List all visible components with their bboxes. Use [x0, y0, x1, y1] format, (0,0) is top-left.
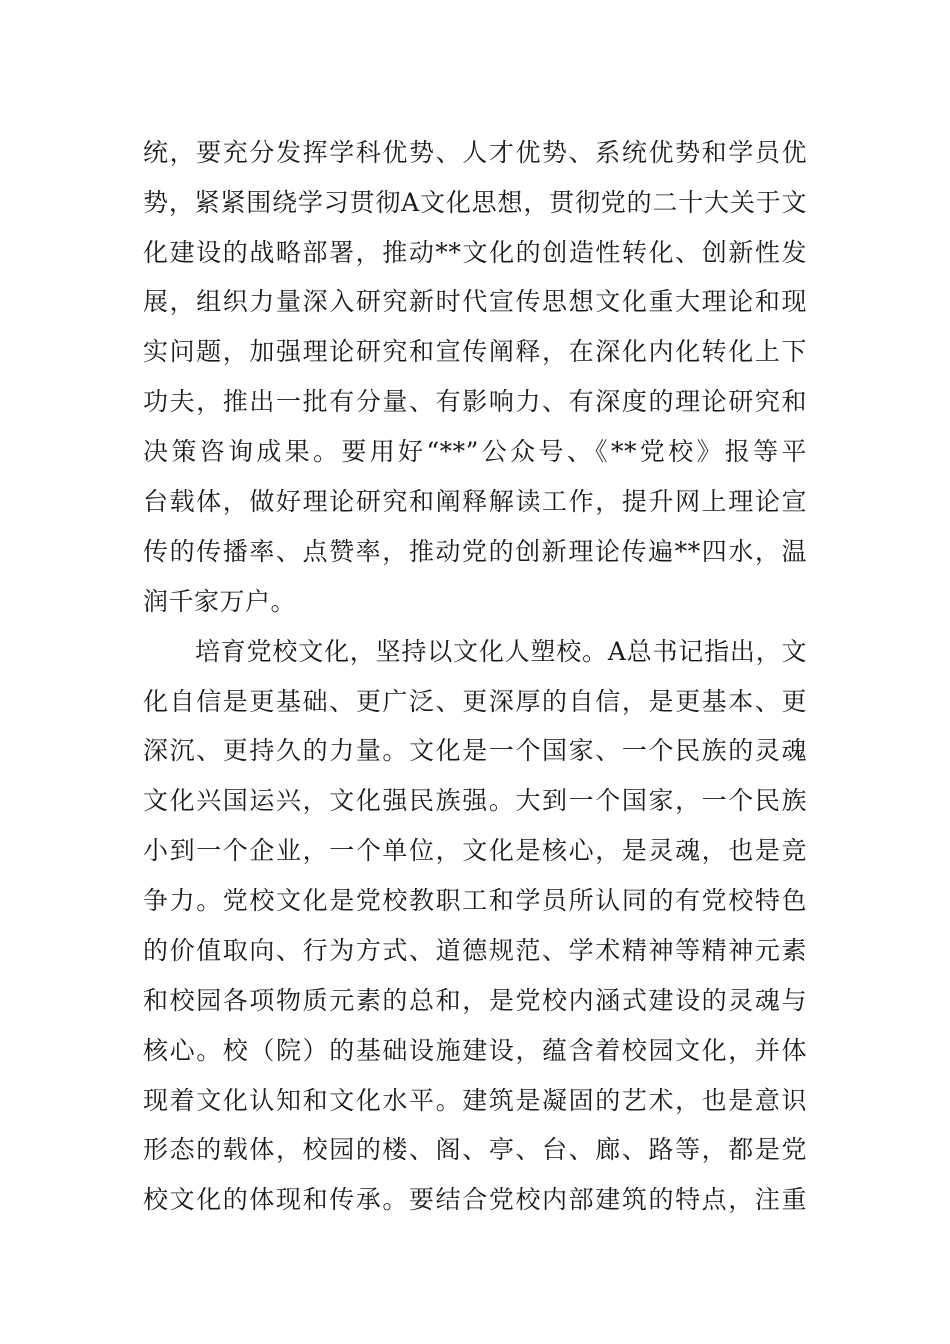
text-line: 功夫，推出一批有分量、有影响力、有深度的理论研究和 — [143, 387, 807, 416]
text-line: 核心。校（院）的基础设施建设，蕴含着校园文化，并体 — [143, 1036, 807, 1065]
text-line: 的价值取向、行为方式、道德规范、学术精神等精神元素 — [143, 936, 807, 965]
text-line: 化自信是更基础、更广泛、更深厚的自信，是更基本、更 — [143, 687, 807, 716]
text-line: 深沉、更持久的力量。文化是一个国家、一个民族的灵魂 — [143, 736, 807, 765]
text-line: 实问题，加强理论研究和宣传阐释，在深化内化转化上下 — [143, 337, 807, 366]
text-line: 文化兴国运兴，文化强民族强。大到一个国家，一个民族 — [143, 786, 807, 815]
text-line: 传的传播率、点赞率，推动党的创新理论传遍**四水，温 — [143, 537, 807, 566]
text-line: 现着文化认知和文化水平。建筑是凝固的艺术，也是意识 — [143, 1086, 807, 1115]
text-line: 台载体，做好理论研究和阐释解读工作，提升网上理论宣 — [143, 487, 807, 516]
text-line: 统，要充分发挥学科优势、人才优势、系统优势和学员优 — [143, 138, 807, 167]
text-line: 展，组织力量深入研究新时代宣传思想文化重大理论和现 — [143, 287, 807, 316]
text-line: 争力。党校文化是党校教职工和学员所认同的有党校特色 — [143, 886, 807, 915]
text-line: 形态的载体，校园的楼、阁、亭、台、廊、路等，都是党 — [143, 1135, 807, 1164]
text-line: 润千家万户。 — [143, 587, 297, 616]
text-line: 校文化的体现和传承。要结合党校内部建筑的特点，注重 — [143, 1185, 807, 1214]
text-line: 势，紧紧围绕学习贯彻A文化思想，贯彻党的二十大关于文 — [143, 188, 807, 217]
text-line: 化建设的战略部署，推动**文化的创造性转化、创新性发 — [143, 238, 807, 267]
text-line: 决策咨询成果。要用好“**”公众号、《**党校》报等平 — [143, 437, 807, 466]
text-line: 小到一个企业，一个单位，文化是核心，是灵魂，也是竞 — [143, 836, 807, 865]
text-line: 和校园各项物质元素的总和，是党校内涵式建设的灵魂与 — [143, 986, 807, 1015]
paragraph-first-line: 培育党校文化，坚持以文化人塑校。A总书记指出，文 — [195, 637, 807, 666]
